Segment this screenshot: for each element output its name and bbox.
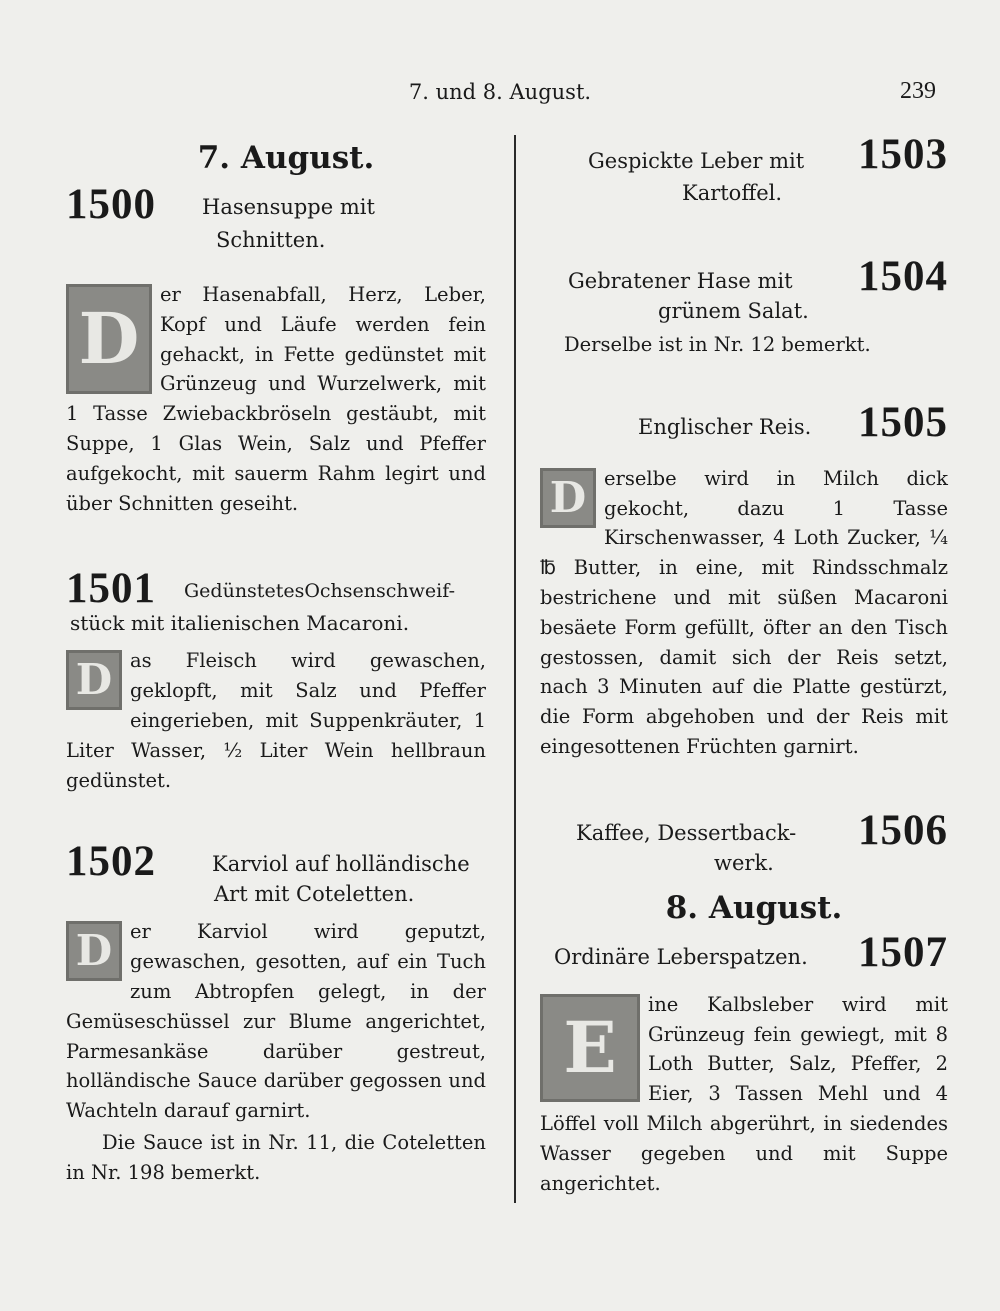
recipe-title: Englischer Reis. xyxy=(638,414,812,439)
recipe-1502-heading xyxy=(66,837,486,907)
recipe-title: Karviol auf holländische xyxy=(212,852,470,877)
recipe-title: Hasensuppe mit xyxy=(202,195,375,219)
recipe-title: GedünstetesOchsenschweif- xyxy=(184,580,455,603)
recipe-text: ine Kalbsleber wird mit Grünzeug fein gewiegt, mit 8 Loth Butter, Salz, Pfeffer, 2 Eier, 3 Tassen Mehl und 4 Löffel voll Milch abgerührt, in siedendes Wasser gegeben und mit Suppe angerichtet. xyxy=(540,992,948,1195)
recipe-number: 1500 xyxy=(66,181,156,228)
right-column xyxy=(540,130,948,1198)
recipe-text: as Fleisch wird gewaschen, geklopft, mit Salz und Pfeffer eingerieben, mit Suppenkräuter, 1 Liter Wasser, ½ Liter Wein hellbraun gedünstet. xyxy=(66,649,486,792)
recipe-1503-heading xyxy=(540,130,948,216)
recipe-body xyxy=(540,990,948,1199)
running-title: 7. und 8. August. xyxy=(408,80,592,104)
recipe-body xyxy=(66,646,486,795)
recipe-text: erselbe wird in Milch dick gekocht, dazu 1 Tasse Kirschenwasser, 4 Loth Zucker, ¼ ℔ Butter, in eine, mit Rindsschmalz bestrichene und mit süßen Macaroni besäete Form gefüllt, öfter an den Tisch gestossen, damit sich der Reis setzt, nach 3 Minuten auf die Platte gestürzt, die Form abgehoben und der Reis mit eingesottenen Früchten garnirt. xyxy=(540,466,948,758)
recipe-text: er Karviol wird geputzt, gewaschen, gesotten, auf ein Tuch zum Abtropfen gelegt, in der Gemüseschüssel zur Blume angerichtet, Parmesankäse darüber gestreut, holländische Sauce darüber gegossen und Wachteln darauf garnirt. xyxy=(66,920,486,1123)
recipe-1501-heading xyxy=(66,564,486,634)
recipe-1506 xyxy=(540,806,948,875)
column-divider xyxy=(514,135,516,1203)
recipe-number: 1507 xyxy=(858,928,948,976)
recipe-number: 1505 xyxy=(858,398,948,446)
recipe-number: 1506 xyxy=(858,806,948,854)
recipe-title: Gebratener Hase mit xyxy=(568,269,793,293)
recipe-1502 xyxy=(66,837,486,1187)
recipe-title-cont: Art mit Coteletten. xyxy=(214,882,415,907)
recipe-text: er Hasenabfall, Herz, Leber, Kopf und Läufe werden fein gehackt, in Fette gedünstet mit Grünzeug und Wurzelwerk, mit 1 Tasse Zwiebackbröseln gestäubt, mit Suppe, 1 Glas Wein, Salz und Pfeffer aufgekocht, mit sauerm Rahm legirt und über Schnitten geseiht. xyxy=(66,283,486,515)
day-heading-8-august: 8. August. xyxy=(665,889,843,926)
initial-d-ornament: D xyxy=(66,650,122,710)
initial-d-ornament: D xyxy=(540,468,596,528)
initial-d-ornament: D xyxy=(66,284,152,394)
recipe-1507 xyxy=(540,928,948,1199)
recipe-body xyxy=(66,917,486,1126)
recipe-1500 xyxy=(66,180,486,518)
recipe-1507-heading xyxy=(540,928,948,984)
recipe-title-cont: Schnitten. xyxy=(216,228,326,252)
recipe-note: Derselbe ist in Nr. 12 bemerkt. xyxy=(564,333,871,356)
recipe-1505-heading xyxy=(540,398,948,454)
recipe-body xyxy=(66,280,486,518)
recipe-1506-heading xyxy=(540,806,948,875)
recipe-1500-heading xyxy=(66,180,486,262)
left-column xyxy=(66,140,486,1188)
recipe-number: 1502 xyxy=(66,838,156,886)
recipe-title-cont: Kartoffel. xyxy=(682,181,783,205)
recipe-1504 xyxy=(540,252,948,360)
recipe-1505 xyxy=(540,398,948,762)
recipe-1501 xyxy=(66,564,486,795)
recipe-title: Ordinäre Leberspatzen. xyxy=(554,944,808,969)
recipe-title: Gespickte Leber mit xyxy=(588,149,805,173)
recipe-1504-heading xyxy=(540,252,948,322)
recipe-number: 1504 xyxy=(858,253,948,300)
recipe-body xyxy=(540,464,948,762)
recipe-1503 xyxy=(540,130,948,216)
initial-e-ornament: E xyxy=(540,994,640,1102)
page-number: 239 xyxy=(900,78,936,104)
recipe-title: Kaffee, Dessertback- xyxy=(576,820,797,845)
recipe-title-cont: stück mit italienischen Macaroni. xyxy=(70,611,410,636)
recipe-note: Die Sauce ist in Nr. 11, die Coteletten in Nr. 198 bemerkt. xyxy=(66,1130,486,1184)
initial-d-ornament: D xyxy=(66,921,122,981)
recipe-title-cont: werk. xyxy=(714,850,774,875)
recipe-title-cont: grünem Salat. xyxy=(658,299,809,323)
day-heading-7-august: 7. August. xyxy=(197,140,375,176)
recipe-number: 1503 xyxy=(858,131,948,178)
recipe-number: 1501 xyxy=(66,565,156,613)
